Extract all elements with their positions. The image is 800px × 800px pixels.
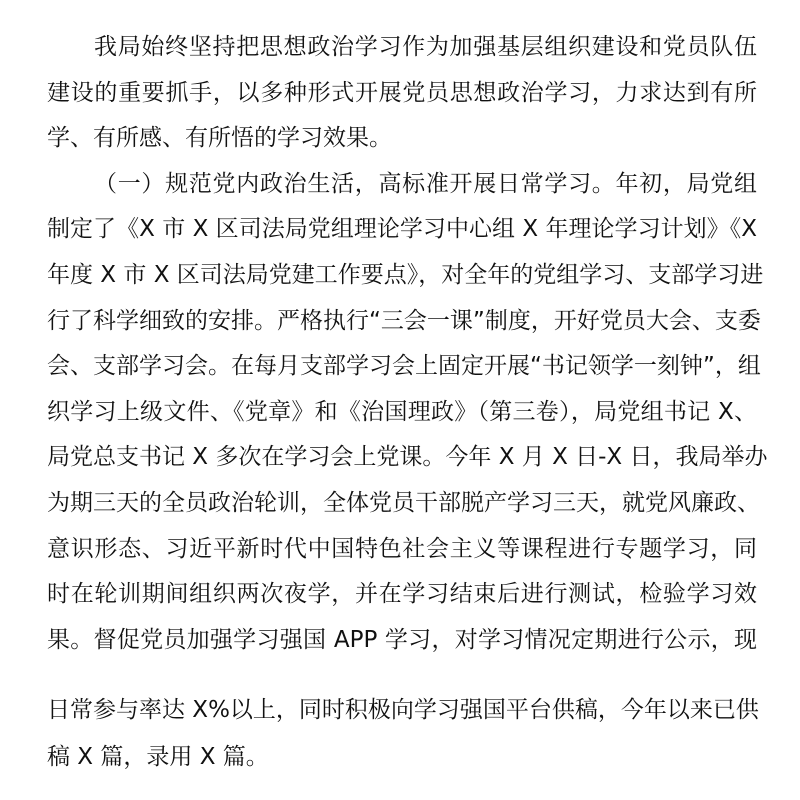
paragraph-2-line-9: 意识形态、习近平新时代中国特色社会主义等课程进行专题学习，同 [47,536,757,562]
paragraph-2-line-3: 年度 X 市 X 区司法局党建工作要点》，对全年的党组学习、支部学习进 [47,262,764,288]
paragraph-2-line-7: 局党总支书记 X 多次在学习会上党课。今年 X 月 X 日-X 日，我局举办 [47,444,768,470]
paragraph-2-line-8: 为期三天的全员政治轮训，全体党员干部脱产学习三天，就党风廉政、 [47,490,760,516]
paragraph-1-line-3: 学、有所感、有所悟的学习效果。 [47,125,392,151]
paragraph-1-line-2: 建设的重要抓手，以多种形式开展党员思想政治学习，力求达到有所 [47,80,757,106]
paragraph-2-line-13: 稿 X 篇，录用 X 篇。 [47,744,269,770]
paragraph-2-line-11: 果。督促党员加强学习强国 APP 学习，对学习情况定期进行公示，现 [47,627,757,653]
paragraph-2-line-2: 制定了《X 市 X 区司法局党组理论学习中心组 X 年理论学习计划》《X [47,216,757,242]
paragraph-2-line-12: 日常参与率达 X%以上，同时积极向学习强国平台供稿，今年以来已供 [47,697,759,723]
paragraph-2-line-1: （一）规范党内政治生活，高标准开展日常学习。年初，局党组 [94,171,757,197]
paragraph-2-line-4: 行了科学细致的安排。严格执行“三会一课”制度，开好党员大会、支委 [47,308,761,334]
paragraph-2-line-5: 会、支部学习会。在每月支部学习会上固定开展“书记领学一刻钟”，组 [47,353,761,379]
paragraph-2-line-10: 时在轮训期间组织两次夜学，并在学习结束后进行测试，检验学习效 [47,581,757,607]
paragraph-2-line-6: 织学习上级文件、《党章》和《治国理政》（第三卷），局党组书记 X、 [47,399,757,425]
paragraph-1-line-1: 我局始终坚持把思想政治学习作为加强基层组织建设和党员队伍 [94,34,757,60]
